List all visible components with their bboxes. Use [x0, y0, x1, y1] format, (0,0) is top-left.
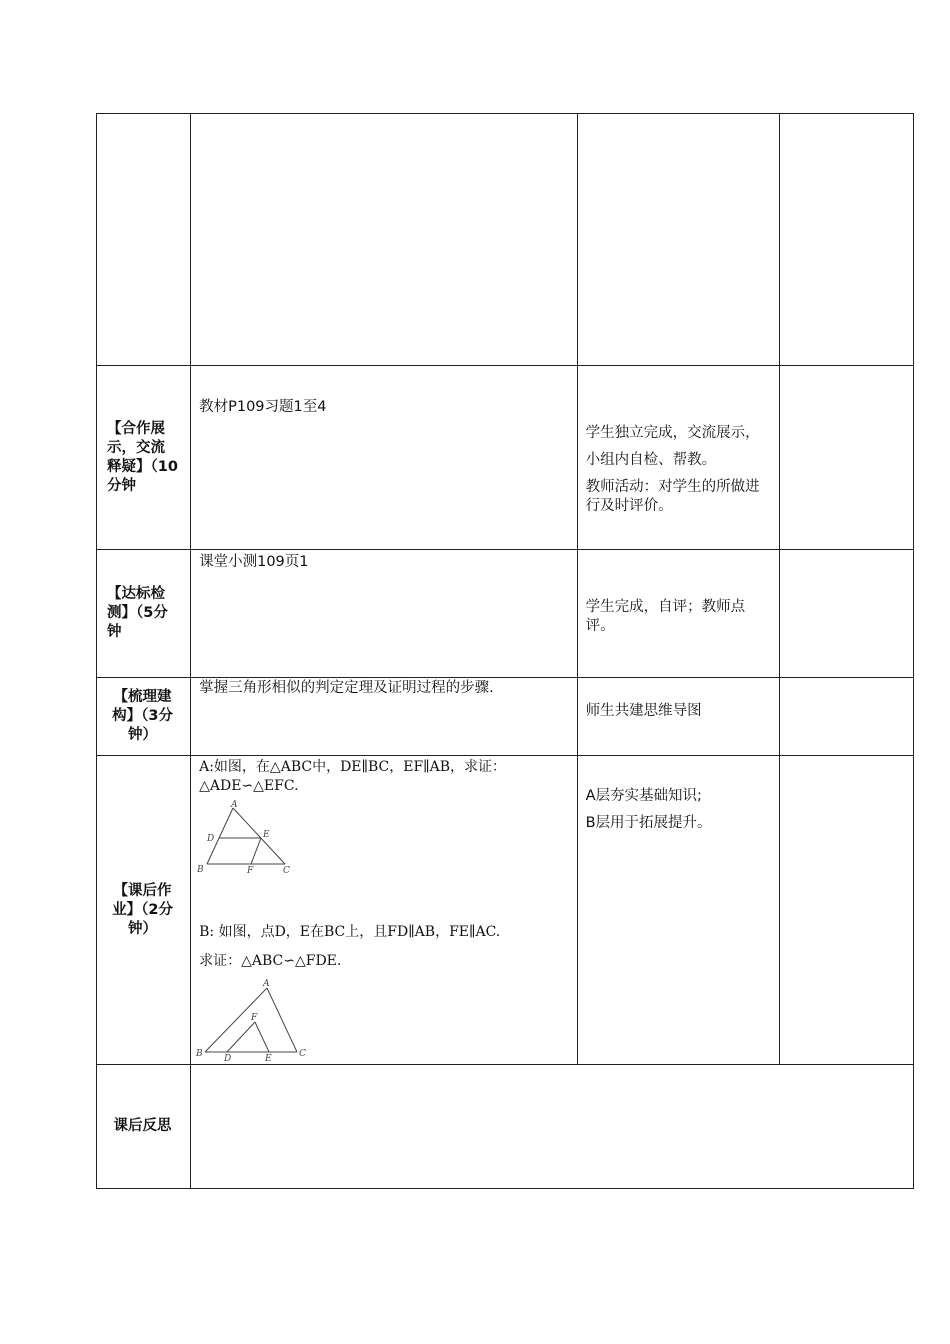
content-text: 课堂小测109页1 [199, 554, 309, 570]
vertex-label: E [265, 1054, 272, 1064]
table-row [97, 114, 914, 366]
stage-label: 课后反思 [97, 1065, 191, 1189]
vertex-label: F [247, 866, 254, 876]
content-cell [191, 678, 577, 756]
vertex-label: C [299, 1049, 306, 1059]
table-row [97, 1065, 914, 1189]
vertex-label: D [224, 1054, 232, 1064]
lesson-plan-table [96, 113, 914, 1189]
reflection-cell [191, 1065, 914, 1189]
note-cell [779, 114, 913, 366]
stage-label: 【达标检测】（5分钟 [97, 550, 191, 678]
activity-line: A层夯实基础知识; [585, 788, 702, 804]
activity-cell [577, 678, 779, 756]
activity-line: 师生共建思维导图 [585, 703, 702, 719]
content-text: 掌握三角形相似的判定定理及证明过程的步骤. [199, 680, 494, 696]
table-row [97, 678, 914, 756]
activity-line: 教师活动：对学生的所做进行及时评价。 [585, 479, 760, 514]
content-text: 教材P109习题1至4 [199, 399, 327, 415]
problem-a-line: A:如图，在△ABC中，DE∥BC，EF∥AB，求证： [199, 759, 507, 775]
triangle-figure-a [197, 802, 307, 882]
triangle-figure-b [197, 980, 327, 1064]
activity-line: 学生独立完成，交流展示， [585, 425, 760, 441]
vertex-label: B [196, 1049, 203, 1059]
problem-b-line: B: 如图，点D，E在BC上，且FD∥AB，FE∥AC. [199, 924, 501, 940]
table-row [97, 550, 914, 678]
note-cell [779, 756, 913, 1065]
stage-cell [97, 114, 191, 366]
note-cell [779, 678, 913, 756]
activity-line: 小组内自检、帮教。 [585, 452, 717, 468]
problem-b-line: 求证：△ABC∽△FDE. [199, 953, 342, 969]
vertex-label: A [263, 979, 270, 989]
content-cell [191, 114, 577, 366]
content-cell [191, 756, 577, 1065]
activity-cell [577, 114, 779, 366]
table-row [97, 756, 914, 1065]
activity-cell [577, 366, 779, 550]
content-cell [191, 550, 577, 678]
activity-line: B层用于拓展提升。 [585, 815, 712, 831]
stage-label: 【合作展示，交流释疑】（10分钟 [97, 366, 191, 550]
stage-label: 【课后作业】（2分钟） [97, 756, 191, 1065]
table-row [97, 366, 914, 550]
vertex-label: E [263, 830, 270, 840]
activity-cell [577, 550, 779, 678]
note-cell [779, 366, 913, 550]
activity-line: 学生完成，自评；教师点评。 [585, 598, 746, 634]
vertex-label: C [283, 866, 290, 876]
activity-cell [577, 756, 779, 1065]
vertex-label: F [251, 1013, 258, 1023]
note-cell [779, 550, 913, 678]
vertex-label: D [207, 834, 215, 844]
vertex-label: B [197, 865, 204, 875]
stage-label: 【梳理建构】（3分钟） [97, 678, 191, 756]
vertex-label: A [231, 800, 238, 810]
content-cell [191, 366, 577, 550]
problem-a-line: △ADE∽△EFC. [199, 778, 299, 794]
